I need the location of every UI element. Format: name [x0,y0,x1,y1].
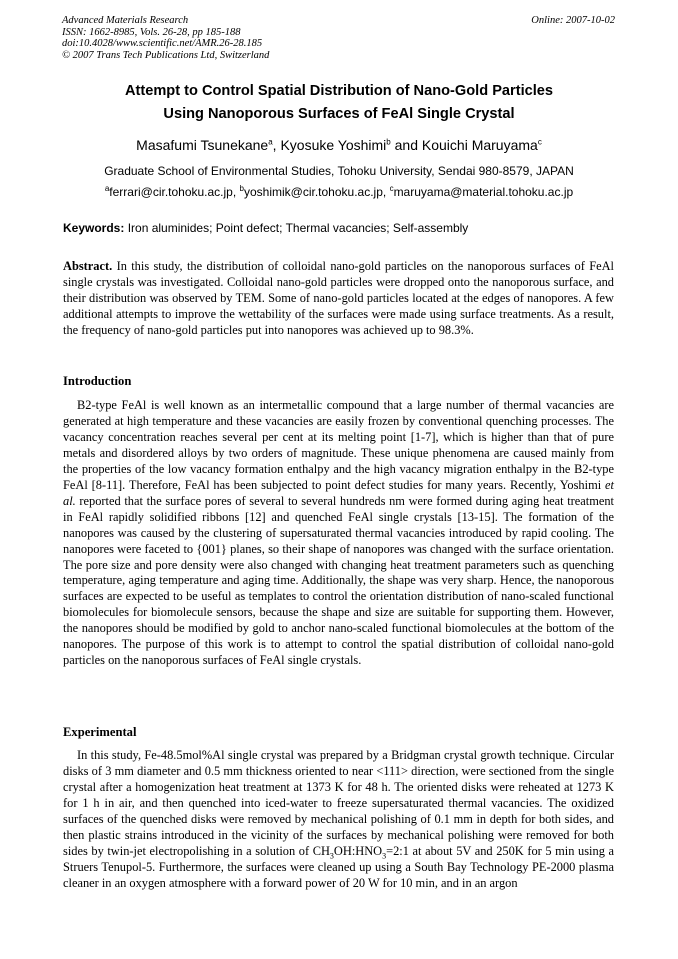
experimental-text: =2:1 at about 5V and 250K for 5 min using a Struers Tenupol-5. Furthermore, the surfaces were cleaned up using a South Bay Technology PE-2000 plasma cleaner in an oxygen atmosphere with a forward power of 20 W for 10 min, and in an argon [63,843,614,890]
title-line-1: Attempt to Control Spatial Distribution of Nano-Gold Particles [124,83,554,99]
author-1-mark: a [268,137,273,147]
experimental-text: In this study, Fe-48.5mol%Al single crystal was prepared by a Bridgman crystal growth technique. Circular disks of 3 mm diameter and 0.5 mm thickness oriented to near <111> direction, were sectioned from the single crystal after a homogenization heat treatment at 1373 K for 48 h. The oriented disks were reheated at 1273 K for 1 h in air, and then quenched into iced-water to freeze supersaturated thermal vacancies. The oxidized surfaces of the quenched disks were removed by mechanical polishing of 0.1 mm in depth for both sides, and then plastic strains introduced in the vicinity of the surfaces by mechanical polishing were removed for both sides by twin-jet electropolishing in a solution of CH [63,748,614,858]
experimental-body [63,748,614,892]
keywords-label: Keywords: [63,221,125,235]
email-mark: b [239,184,244,193]
author-separator: and [390,137,422,153]
author-separator: , [272,137,281,153]
email-b: yoshimik@cir.tohoku.ac.jp, [243,185,390,199]
author-3-mark: c [537,137,542,147]
affiliation: Graduate School of Environmental Studies, Tohoku University, Sendai 980-8579, JAPAN [104,164,574,178]
email-c: maruyama@material.tohoku.ac.jp [393,185,574,199]
abstract-label: Abstract. [63,259,113,273]
email-mark: a [104,184,110,193]
author-2: Kyosuke Yoshimi [280,137,387,153]
author-2-mark: b [386,137,391,147]
abstract [63,259,614,339]
issn-line: ISSN: 1662-8985, Vols. 26-28, pp 185-188 [62,26,241,38]
copyright-line: © 2007 Trans Tech Publications Ltd, Switzerland [62,49,270,61]
introduction-text: B2-type FeAl is well known as an intermetallic compound that a large number of thermal vacancies are generated at high temperature and these vacancies are easily frozen by conventional quenching processes. The vacancy concentration reaches several per cent at its melting point [1-7], which is higher than that of pure metals and disordered alloys by two orders of magnitude. These unique phenomena are caused mainly from the properties of the low vacancy formation enthalpy and the high vacancy migration enthalpy in the B2-type FeAl [8-11]. Therefore, FeAl has been subjected to point defect studies for many years. Recently, Yoshimi [63,398,614,492]
subscript: 3 [329,851,334,861]
subscript: 3 [382,851,387,861]
paper-title [60,80,618,126]
keywords-text: Iron aluminides; Point defect; Thermal vacancies; Self-assembly [124,221,469,235]
introduction-text: reported that the surface pores of several to several hundreds nm were formed during aging heat treatment in FeAl rapidly solidified ribbons [12] and quenched FeAl single crystals [13-15]. The formation of the nanopores was caused by the clustering of supersaturated thermal vacancies introduced by rapid cooling. The nanopores were faceted to {001} planes, so their shape of nanopores was changed with the surface orientation. The pore size and pore density were also changed with changing heat treatment parameters such as quenching temperature, aging temperature and aging time. Additionally, the shape was very sharp. Hence, the nanoporous surfaces are expected to be useful as templates to control the orientation distribution of nano-scaled functional biomolecules for biomolecule sensors, because the shape and size are suitable for supporting them. However, the nanopores should be modified by gold to anchor nano-scaled functional biomolecules at the bottom of the nanopores. The purpose of this work is to attempt to control the spatial distribution of colloidal nano-gold particles on the nanoporous surfaces of FeAl single crystals. [63,493,614,668]
introduction-heading: Introduction [63,374,132,388]
experimental-text: OH:HNO [333,843,383,858]
online-date: Online: 2007-10-02 [531,15,615,26]
email-mark: c [389,184,394,193]
author-3: Kouichi Maruyama [421,137,538,153]
journal-header [62,15,269,61]
journal-name: Advanced Materials Research [62,15,189,26]
author-list [40,136,638,154]
keywords [63,220,615,236]
abstract-text: In this study, the distribution of colloidal nano-gold particles on the nanoporous surfaces of FeAl single crystals was investigated. Colloidal nano-gold particles were dropped onto the nanoporous surface, and their distribution was observed by TEM. Some of nano-gold particles located at the edges of nanopores. A few additional attempts to improve the wettability of the surfaces were made using surface treatments. As a result, the frequency of nano-gold particles put into nanopores was achieved up to 98.3%. [63,259,614,337]
author-emails [40,184,638,200]
author-1: Masafumi Tsunekane [136,137,269,153]
experimental-heading: Experimental [63,725,137,739]
et-al: et al. [63,477,614,508]
introduction-body [63,398,614,669]
title-line-2: Using Nanoporous Surfaces of FeAl Single Crystal [163,106,515,122]
doi-line: doi:10.4028/www.scientific.net/AMR.26-28.185 [62,38,263,49]
email-a: ferrari@cir.tohoku.ac.jp, [109,185,240,199]
